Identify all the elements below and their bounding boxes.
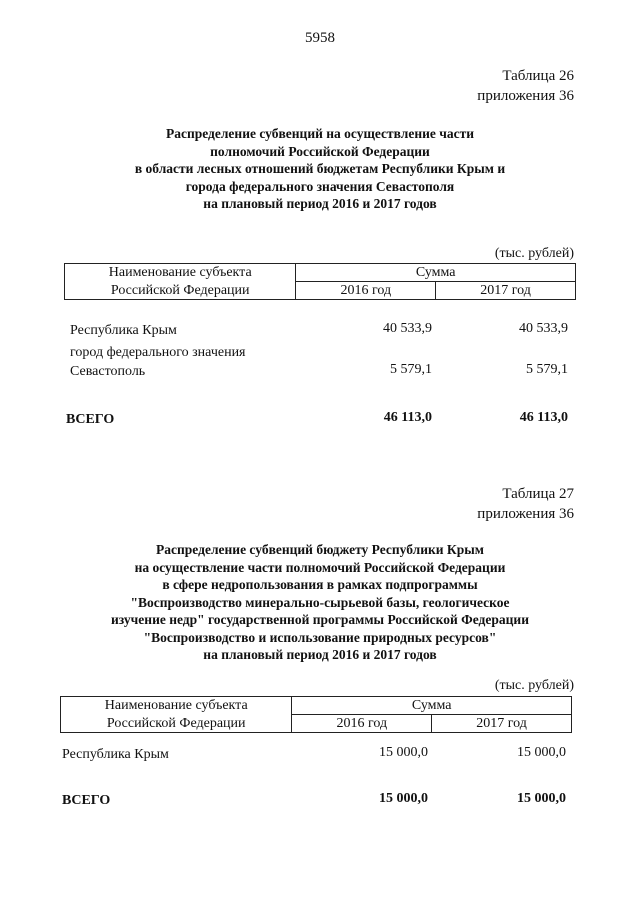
table27-title-line: на плановый период 2016 и 2017 годов: [203, 647, 437, 662]
table-row-label: Республика Крым: [70, 323, 177, 338]
table26-title: [40, 125, 600, 213]
table27-title-line: на осуществление части полномочий Российской Федерации: [134, 559, 506, 575]
table27-title: [40, 541, 600, 664]
table27-units: (тыс. рублей): [494, 678, 574, 693]
table-row-label-line2: Севастополь: [70, 364, 146, 379]
header-name-line2: Российской Федерации: [65, 282, 296, 300]
table27-title-line: изучение недр" государственной программы Российской Федерации: [111, 612, 529, 627]
table-row-value-2016: 5 579,1: [390, 362, 432, 377]
table27-title-line: "Воспроизводство минерально-сырьевой базы, геологическое: [130, 594, 510, 610]
total-label: ВСЕГО: [62, 793, 111, 808]
table26-title-line: в области лесных отношений бюджетам Республики Крым и: [134, 161, 506, 176]
table26-header: [64, 263, 576, 300]
header-year-2017: 2017 год: [436, 282, 576, 300]
table27-ref-line2: приложения 36: [477, 506, 574, 522]
table-row-label: [70, 343, 246, 381]
header-sum: Сумма: [292, 697, 572, 715]
total-value-2016: 46 113,0: [383, 410, 432, 425]
table-row-value-2016: 15 000,0: [379, 745, 428, 760]
table26-ref-line1: Таблица 26: [502, 68, 574, 84]
table27-title-line: в сфере недропользования в рамках подпрограммы: [162, 577, 478, 592]
table27-reference: [477, 484, 574, 524]
table26-ref-line2: приложения 36: [477, 88, 574, 104]
header-name-line2: Российской Федерации: [61, 715, 292, 733]
table26-reference: [477, 66, 574, 106]
total-value-2017: 46 113,0: [519, 410, 568, 425]
table-row-label: Республика Крым: [62, 747, 169, 762]
page-number: 5958: [305, 30, 335, 46]
table27-title-line: Распределение субвенций бюджету Республики Крым: [156, 542, 484, 557]
table27-ref-line1: Таблица 27: [502, 486, 574, 502]
table-row-label-line1: город федерального значения: [70, 345, 246, 360]
table26-units: (тыс. рублей): [494, 246, 574, 261]
header-sum: Сумма: [296, 264, 576, 282]
table26-title-line: города федерального значения Севастополя: [185, 178, 455, 194]
table26-title-line: Распределение субвенций на осуществление части: [165, 126, 475, 141]
header-name-line1: Наименование субъекта: [65, 264, 296, 282]
total-value-2017: 15 000,0: [517, 791, 566, 806]
header-name-line1: Наименование субъекта: [61, 697, 292, 715]
table-row-value-2016: 40 533,9: [383, 321, 432, 336]
table26-title-line: на плановый период 2016 и 2017 годов: [203, 196, 437, 211]
header-year-2016: 2016 год: [292, 715, 432, 733]
table-row-value-2017: 15 000,0: [517, 745, 566, 760]
total-label: ВСЕГО: [66, 412, 115, 427]
table-row-value-2017: 5 579,1: [526, 362, 568, 377]
header-year-2016: 2016 год: [296, 282, 436, 300]
table-row-value-2017: 40 533,9: [519, 321, 568, 336]
total-value-2016: 15 000,0: [379, 791, 428, 806]
header-year-2017: 2017 год: [432, 715, 572, 733]
table26-title-line: полномочий Российской Федерации: [210, 143, 430, 159]
table27-header: [60, 696, 572, 733]
table27-title-line: "Воспроизводство и использование природных ресурсов": [143, 629, 497, 645]
